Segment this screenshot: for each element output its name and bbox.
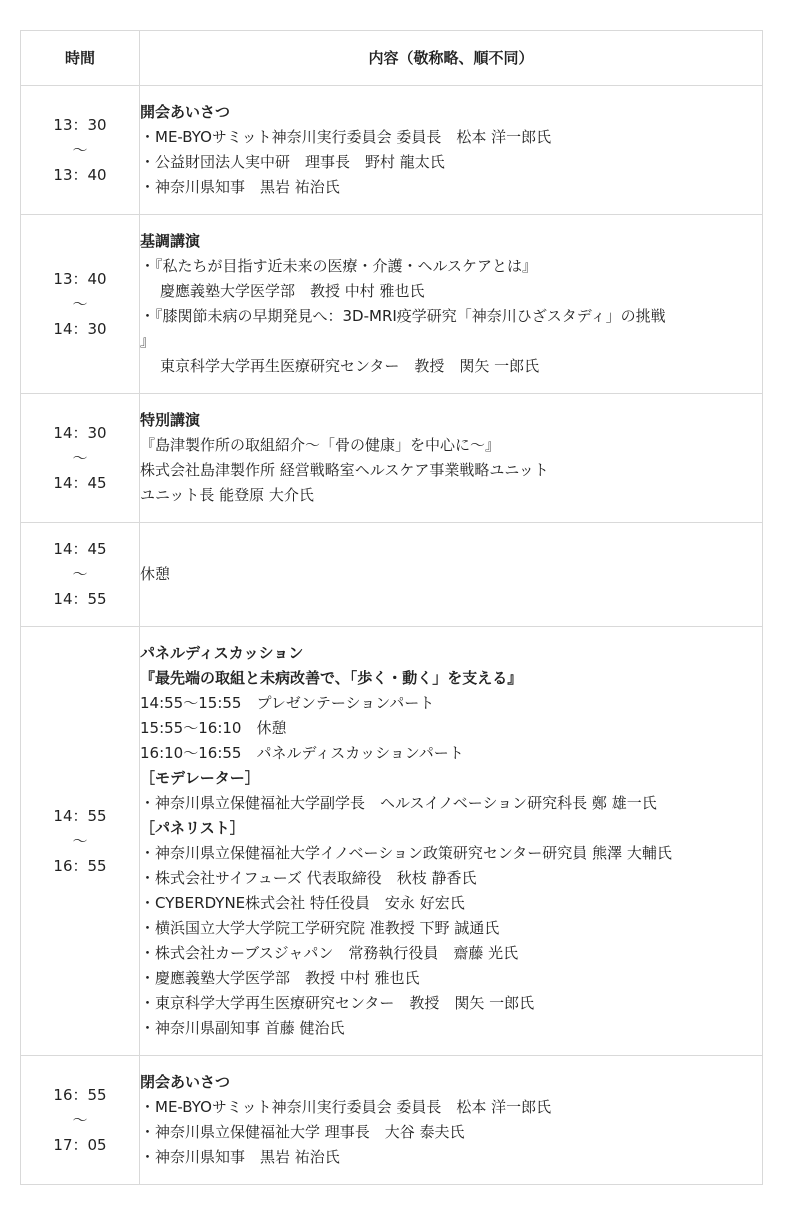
content-cell	[140, 627, 763, 1056]
content-line: ・慶應義塾大学医学部 教授 中村 雅也氏	[140, 969, 420, 987]
start-time: 14：55	[53, 806, 107, 825]
table-header-row	[21, 31, 763, 86]
time-cell	[21, 627, 140, 1056]
content-cell	[140, 394, 763, 523]
section-heading: 『最先端の取組と未病改善で、「歩く・動く」を支える』	[140, 669, 523, 687]
content-line: ・ME-BYOサミット神奈川実行委員会 委員長 松本 洋一郎氏	[140, 128, 552, 146]
content-line: ・ME-BYOサミット神奈川実行委員会 委員長 松本 洋一郎氏	[140, 1098, 552, 1116]
start-time: 13：30	[53, 115, 107, 134]
time-range-separator: ～	[72, 1110, 88, 1129]
content-line: 15:55～16:10 休憩	[140, 719, 287, 737]
content-line: ・『私たちが目指す近未来の医療・介護・ヘルスケアとは』	[140, 257, 538, 275]
program-schedule-table	[20, 30, 763, 1185]
content-line: 株式会社島津製作所 経営戦略室ヘルスケア事業戦略ユニット	[140, 461, 549, 479]
end-time: 14：55	[53, 590, 107, 608]
content-line: 東京科学大学再生医療研究センター 教授 関矢 一郎氏	[160, 357, 540, 375]
time-range-separator: ～	[72, 294, 88, 313]
table-row	[21, 1056, 763, 1185]
content-line: ・神奈川県立保健福祉大学副学長 ヘルスイノベーション研究科長 鄭 雄一氏	[140, 794, 657, 812]
section-heading: パネルディスカッション	[140, 644, 304, 662]
content-line: ・横浜国立大学大学院工学研究院 准教授 下野 誠通氏	[140, 919, 500, 937]
time-cell	[21, 1056, 140, 1185]
time-cell	[21, 215, 140, 394]
table-row	[21, 523, 763, 627]
time-range-separator: ～	[72, 448, 88, 467]
time-cell	[21, 523, 140, 627]
content-line: ・神奈川県知事 黒岩 祐治氏	[140, 1148, 340, 1166]
content-line: 14:55～15:55 プレゼンテーションパート	[140, 694, 435, 712]
start-time: 16：55	[53, 1085, 107, 1104]
content-line: 休憩	[140, 565, 171, 583]
time-cell	[21, 394, 140, 523]
content-line: 』	[140, 332, 156, 350]
end-time: 14：45	[53, 473, 107, 492]
content-line: ・株式会社カーブスジャパン 常務執行役員 齋藤 光氏	[140, 944, 519, 962]
content-line: 慶應義塾大学医学部 教授 中村 雅也氏	[160, 282, 425, 300]
end-time: 13：40	[53, 165, 107, 184]
end-time: 17：05	[53, 1135, 107, 1154]
schedule-body	[21, 86, 763, 1185]
content-line: ・株式会社サイフューズ 代表取締役 秋枝 静香氏	[140, 869, 477, 887]
content-line: ・『膝関節未病の早期発見へ：3D-MRI疫学研究「神奈川ひざスタディ」の挑戦	[140, 307, 666, 325]
time-column-header: 時間	[21, 31, 140, 86]
content-line: 16:10～16:55 パネルディスカッションパート	[140, 744, 464, 762]
time-range-separator: ～	[72, 831, 88, 850]
content-line: ・神奈川県立保健福祉大学イノベーション政策研究センター研究員 熊澤 大輔氏	[140, 844, 672, 862]
content-cell	[140, 1056, 763, 1185]
section-heading: ［モデレーター］	[140, 769, 260, 787]
content-line: ・神奈川県副知事 首藤 健治氏	[140, 1019, 345, 1037]
time-range-separator: ～	[72, 565, 88, 583]
section-heading: 開会あいさつ	[140, 103, 231, 121]
table-row	[21, 86, 763, 215]
content-line: ・東京科学大学再生医療研究センター 教授 関矢 一郎氏	[140, 994, 535, 1012]
section-heading: 閉会あいさつ	[140, 1073, 231, 1091]
content-cell	[140, 86, 763, 215]
table-row	[21, 215, 763, 394]
content-line: ・神奈川県知事 黒岩 祐治氏	[140, 178, 340, 196]
start-time: 14：30	[53, 423, 107, 442]
time-cell	[21, 86, 140, 215]
time-range-separator: ～	[72, 140, 88, 159]
section-heading: 基調講演	[140, 232, 201, 250]
content-line: ・神奈川県立保健福祉大学 理事長 大谷 泰夫氏	[140, 1123, 465, 1141]
table-row	[21, 394, 763, 523]
start-time: 14：45	[53, 540, 107, 558]
end-time: 16：55	[53, 856, 107, 875]
start-time: 13：40	[53, 269, 107, 288]
content-cell	[140, 523, 763, 627]
end-time: 14：30	[53, 319, 107, 338]
content-line: ・公益財団法人実中研 理事長 野村 龍太氏	[140, 153, 445, 171]
section-heading: ［パネリスト］	[140, 819, 245, 837]
content-line: 『島津製作所の取組紹介～「骨の健康」を中心に～』	[140, 436, 501, 454]
content-line: ・CYBERDYNE株式会社 特任役員 安永 好宏氏	[140, 894, 465, 912]
table-row	[21, 627, 763, 1056]
content-column-header: 内容（敬称略、順不同）	[140, 31, 763, 86]
content-line: ユニット長 能登原 大介氏	[140, 486, 314, 504]
section-heading: 特別講演	[140, 411, 201, 429]
content-cell	[140, 215, 763, 394]
